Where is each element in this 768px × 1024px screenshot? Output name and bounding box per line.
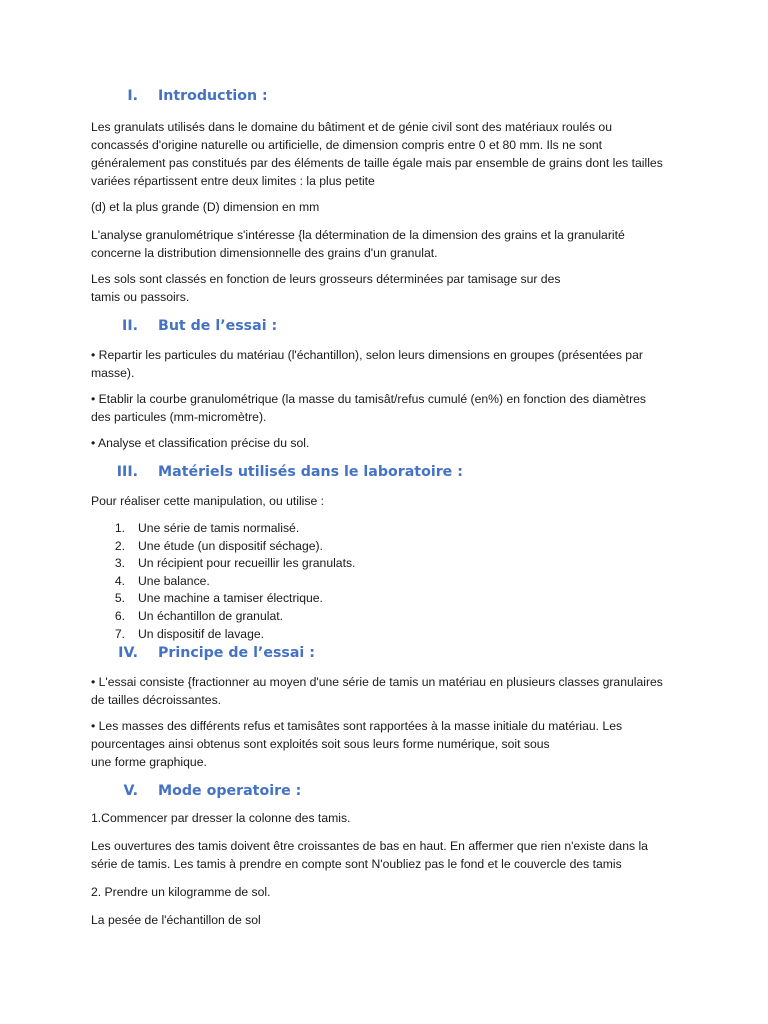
section-number: I.: [127, 88, 138, 104]
list-item: 2. Une étude (un dispositif séchage).: [114, 538, 323, 553]
but-bullet-1: • Repartir les particules du matériau (l'échantillon), selon leurs dimensions en groupes (présentées par masse).: [91, 348, 643, 380]
list-item: 3. Un récipient pour recueillir les granulats.: [114, 556, 356, 571]
principe-bullet-1: • L'essai consiste {fractionner au moyen d'une série de tamis un matériau en plusieurs classes granulaires de tailles décroissantes.: [91, 675, 663, 708]
section-title: Mode operatoire :: [158, 783, 302, 800]
mode-paragraph: Les ouvertures des tamis doivent être croissantes de bas en haut. En affermer que rien n'existe dans la série de tamis. Les tamis à prendre en compte sont N'oubliez pas le fond et le couvercle des tamis: [91, 839, 648, 872]
section-number: IV.: [118, 645, 138, 662]
list-item: 7. Un dispositif de lavage.: [114, 626, 265, 641]
but-bullet-3: • Analyse et classification précise du sol.: [91, 436, 310, 450]
section-title: But de l’essai :: [158, 318, 278, 334]
mode-pesee: La pesée de l'échantillon de sol: [91, 913, 261, 928]
section-heading-materiels: [91, 462, 668, 482]
principe-bullet-2-main: • Les masses des différents refus et tamisâtes sont rapportées à la masse initiale du matériau. Les pourcentages ainsi obtenus sont exploités soit sous leurs forme numérique, soit sous: [91, 719, 623, 752]
intro-paragraph-3: L'analyse granulométrique s'intéresse {la détermination de la dimension des grains et la granularité concerne la distribution dimensionnelle des grains d'un granulat.: [91, 228, 625, 260]
section-title: Matériels utilisés dans le laboratoire :: [158, 464, 463, 480]
section-number: III.: [116, 464, 138, 480]
section-heading-mode-operatoire: [91, 781, 668, 801]
principe-bullet-2: [91, 717, 668, 771]
materials-list: [91, 520, 668, 643]
principe-bullet-2-end: une forme graphique.: [91, 755, 207, 770]
list-item: 4. Une balance.: [114, 573, 210, 588]
intro-paragraph-1: Les granulats utilisés dans le domaine du bâtiment et de génie civil sont des matériaux roulés ou concassés d'origine naturelle ou artificielle, de dimension compris entre 0 et 80 mm. Ils ne sont généralement pas constitués par des éléments de taille égale mais par ensemble de grains dont les tailles variées répartissent entre deux limites : la plus petite: [91, 120, 663, 188]
section-title: Principe de l’essai :: [158, 645, 315, 662]
list-item: 6. Un échantillon de granulat.: [114, 608, 283, 623]
section-heading-introduction: [91, 86, 668, 106]
intro-paragraph-2: (d) et la plus grande (D) dimension en mm: [91, 200, 320, 214]
section-heading-principe: [91, 643, 668, 663]
section-heading-but: [91, 316, 668, 336]
intro-paragraph-4-line-2: tamis ou passoirs.: [91, 290, 190, 304]
list-item: 5. Une machine a tamiser électrique.: [114, 591, 323, 606]
intro-paragraph-4: [91, 270, 668, 306]
list-item: 1. Une série de tamis normalisé.: [114, 521, 300, 535]
materiels-intro: Pour réaliser cette manipulation, ou utilise :: [91, 494, 325, 508]
intro-paragraph-4-line-1: Les sols sont classés en fonction de leurs grosseurs déterminées par tamisage sur des: [91, 272, 561, 286]
section-title: Introduction :: [158, 88, 268, 104]
mode-step-2: 2. Prendre un kilogramme de sol.: [91, 885, 271, 900]
but-bullet-2: • Etablir la courbe granulométrique (la masse du tamisât/refus cumulé (en%) en fonction des diamètres des particules (mm-micromètre).: [91, 392, 647, 424]
section-number: V.: [123, 783, 138, 800]
section-number: II.: [122, 318, 138, 334]
mode-step-1: 1.Commencer par dresser la colonne des tamis.: [91, 811, 351, 826]
